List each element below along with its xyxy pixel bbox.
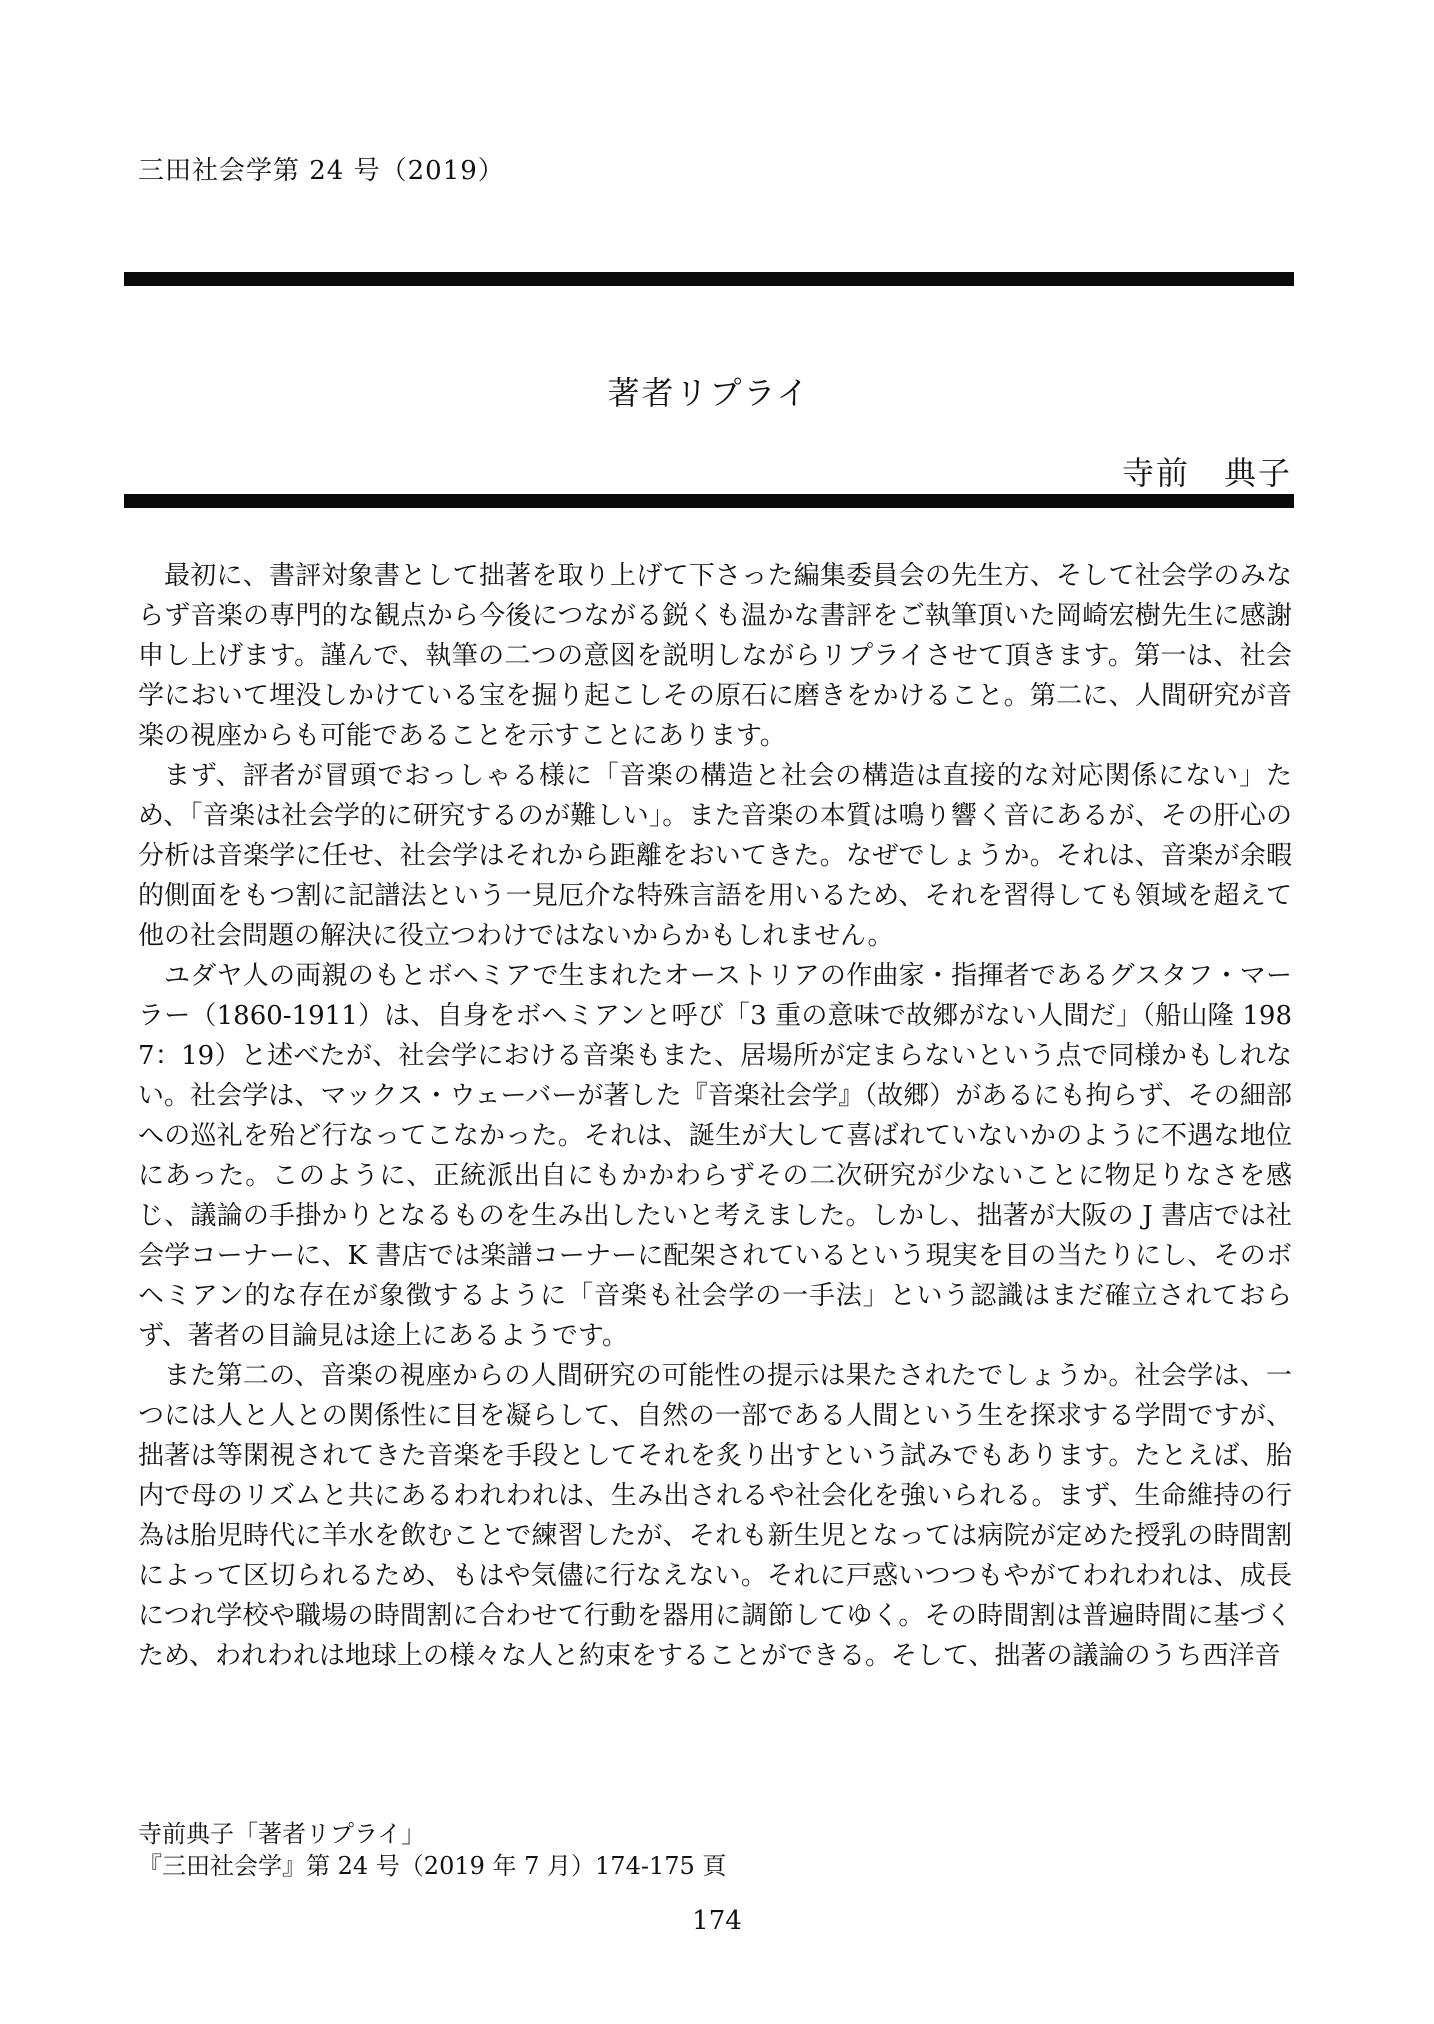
page-number: 174 [692,1906,742,1936]
running-header: 三田社会学第 24 号（2019） [138,156,505,186]
citation-footer [138,1818,726,1882]
paragraph: ユダヤ人の両親のもとボヘミアで生まれたオーストリアの作曲家・指揮者であるグスタフ・マーラー（1860-1911）は、自身をボヘミアンと呼び「3 重の意味で故郷がない人間だ」（船山隆 1987：19）と述べたが、社会学における音楽もまた、居場所が定まらないという点で同様かもしれない。社会学は、マックス・ウェーバーが著した『音楽社会学』（故郷）があるにも拘らず、その細部への巡礼を殆ど行なってこなかった。それは、誕生が大して喜ばれていないかのように不遇な地位にあった。このように、正統派出自にもかかわらずその二次研究が少ないことに物足りなさを感じ、議論の手掛かりとなるものを生み出したいと考えました。しかし、拙著が大阪の J 書店では社会学コーナーに、K 書店では楽譜コーナーに配架されているという現実を目の当たりにし、そのボヘミアン的な存在が象徴するように「音楽も社会学の一手法」という認識はまだ確立されておらず、著者の目論見は途上にあるようです。 [138,961,1292,1351]
paragraph: まず、評者が冒頭でおっしゃる様に「音楽の構造と社会の構造は直接的な対応関係にない」ため、「音楽は社会学的に研究するのが難しい」。また音楽の本質は鳴り響く音にあるが、その肝心の分析は音楽学に任せ、社会学はそれから距離をおいてきた。なぜでしょうか。それは、音楽が余暇的側面をもつ割に記譜法という一見厄介な特殊言語を用いるため、それを習得しても領域を超えて他の社会問題の解決に役立つわけではないからかもしれません。 [138,761,1292,951]
paragraph: また第二の、音楽の視座からの人間研究の可能性の提示は果たされたでしょうか。社会学は、一つには人と人との関係性に目を凝らして、自然の一部である人間という生を探求する学問ですが、拙著は等閑視されてきた音楽を手段としてそれを炙り出すという試みでもあります。たとえば、胎内で母のリズムと共にあるわれわれは、生み出されるや社会化を強いられる。まず、生命維持の行為は胎児時代に羊水を飲むことで練習したが、それも新生児となっては病院が定めた授乳の時間割によって区切られるため、もはや気儘に行なえない。それに戸惑いつつもやがてわれわれは、成長につれ学校や職場の時間割に合わせて行動を器用に調節してゆく。その時間割は普遍時間に基づくため、われわれは地球上の様々な人と約束をすることができる。そして、拙著の議論のうち西洋音 [138,1361,1292,1671]
citation-line: 『三田社会学』第 24 号（2019 年 7 月）174-175 頁 [138,1852,727,1880]
top-rule [124,272,1294,286]
article-author: 寺前 典子 [1121,454,1292,492]
paragraph: 最初に、書評対象書として拙著を取り上げて下さった編集委員会の先生方、そして社会学のみならず音楽の専門的な観点から今後につながる鋭くも温かな書評をご執筆頂いた岡崎宏樹先生に感謝申し上げます。謹んで、執筆の二つの意図を説明しながらリプライさせて頂きます。第一は、社会学において埋没しかけている宝を掘り起こしその原石に磨きをかけること。第二に、人間研究が音楽の視座からも可能であることを示すことにあります。 [138,561,1292,751]
title-rule [124,494,1294,508]
article-title: 著者リプライ [607,374,811,412]
citation-line: 寺前典子「著者リプライ」 [138,1820,426,1848]
article-body [138,556,1292,1676]
